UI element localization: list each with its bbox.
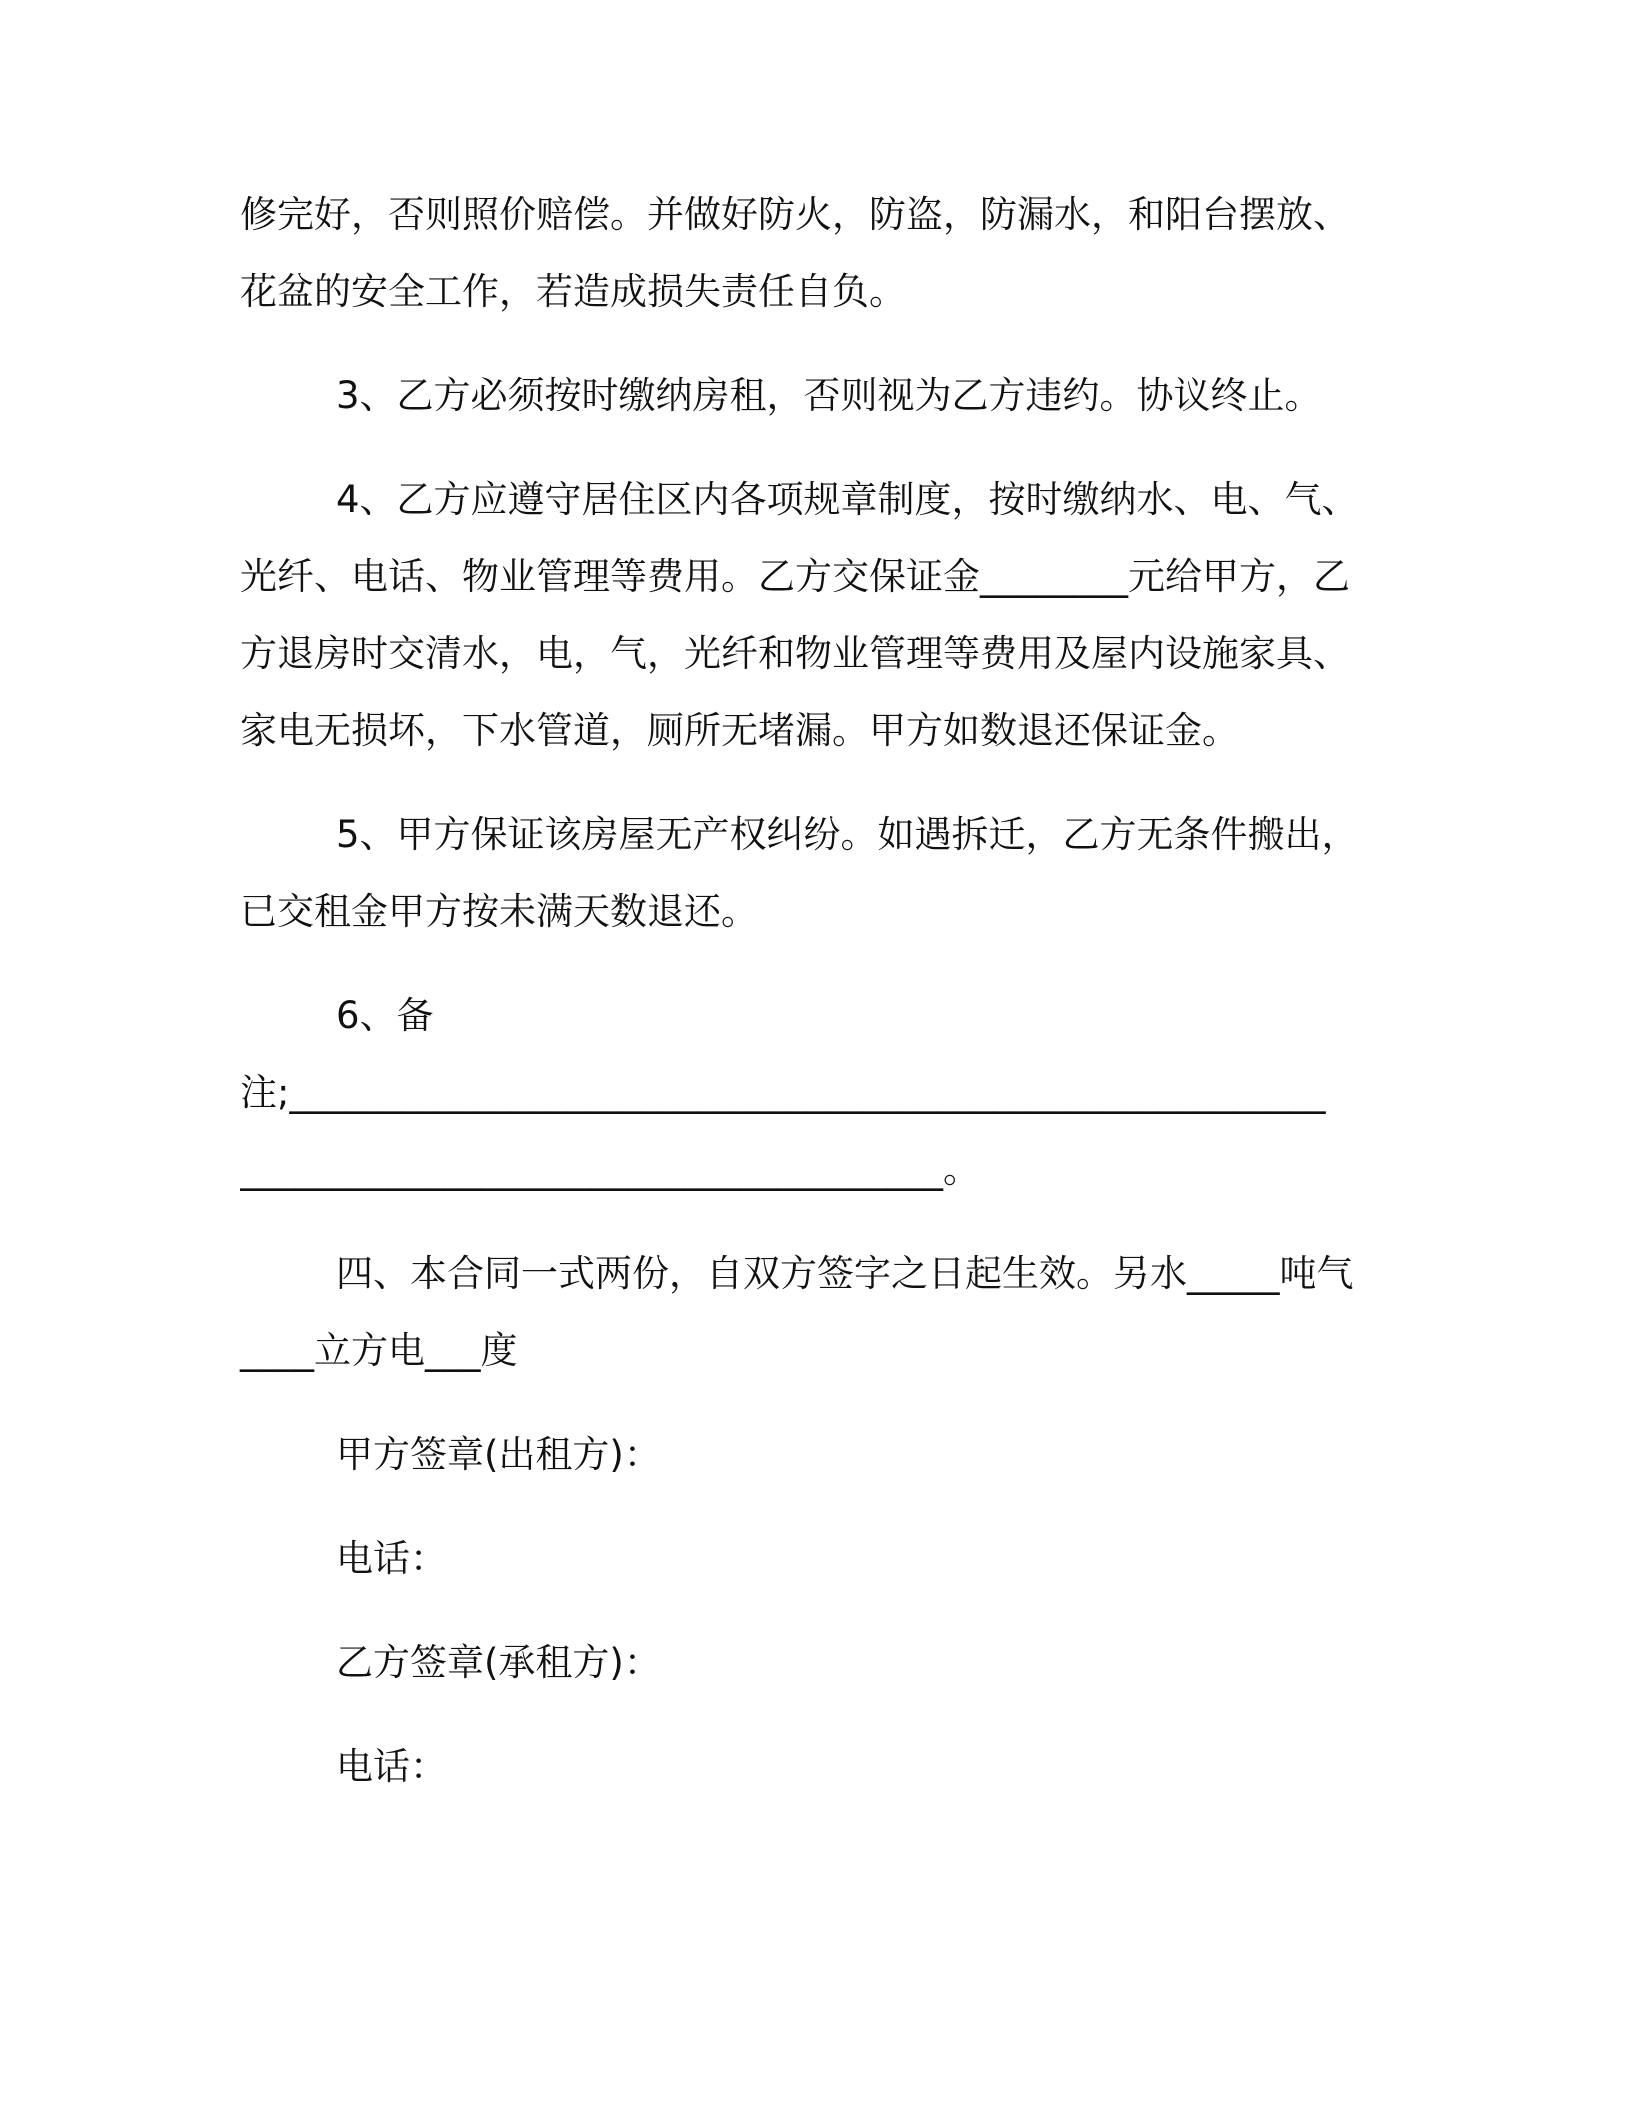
text-line: 6、备 <box>336 994 434 1037</box>
party-a-sign-label: 甲方签章(出租方)： <box>336 1433 661 1476</box>
remarks-blank-line: ______________________________________。 <box>240 1148 980 1191</box>
clause-3 <box>240 357 1390 434</box>
text-line: 花盆的安全工作，若造成损失责任自负。 <box>240 270 906 313</box>
clause-6 <box>240 977 1390 1208</box>
text-line: 4、乙方应遵守居住区内各项规章制度，按时缴纳水、电、气、 <box>336 478 1359 521</box>
party-b-phone-label: 电话： <box>336 1745 447 1788</box>
text-line: 5、甲方保证该房屋无产权纠纷。如遇拆迁，乙方无条件搬出， <box>336 813 1359 856</box>
text-line: 光纤、电话、物业管理等费用。乙方交保证金________元给甲方，乙 <box>240 555 1350 598</box>
document-body <box>240 176 1390 1805</box>
text-line: 修完好，否则照价赔偿。并做好防火，防盗，防漏水，和阳台摆放、 <box>240 193 1350 236</box>
remarks-blank-line: 注;________________________________________________________ <box>240 1071 1326 1114</box>
text-line: 四、本合同一式两份，自双方签字之日起生效。另水_____吨气 <box>336 1252 1354 1295</box>
phone-party-a <box>240 1520 1390 1597</box>
paragraph-continuation <box>240 176 1390 330</box>
text-line: 3、乙方必须按时缴纳房租，否则视为乙方违约。协议终止。 <box>336 374 1322 417</box>
text-line: 已交租金甲方按未满天数退还。 <box>240 890 758 933</box>
text-line: 家电无损坏，下水管道，厕所无堵漏。甲方如数退还保证金。 <box>240 709 1239 752</box>
text-line: 方退房时交清水，电，气，光纤和物业管理等费用及屋内设施家具、 <box>240 632 1350 675</box>
party-b-sign-label: 乙方签章(承租方)： <box>336 1641 661 1684</box>
signature-party-a <box>240 1416 1390 1493</box>
text-line: ____立方电___度 <box>240 1329 518 1372</box>
signature-party-b <box>240 1624 1390 1701</box>
phone-party-b <box>240 1728 1390 1805</box>
clause-4 <box>240 461 1390 769</box>
party-a-phone-label: 电话： <box>336 1537 447 1580</box>
clause-5 <box>240 796 1390 950</box>
clause-four <box>240 1235 1390 1389</box>
